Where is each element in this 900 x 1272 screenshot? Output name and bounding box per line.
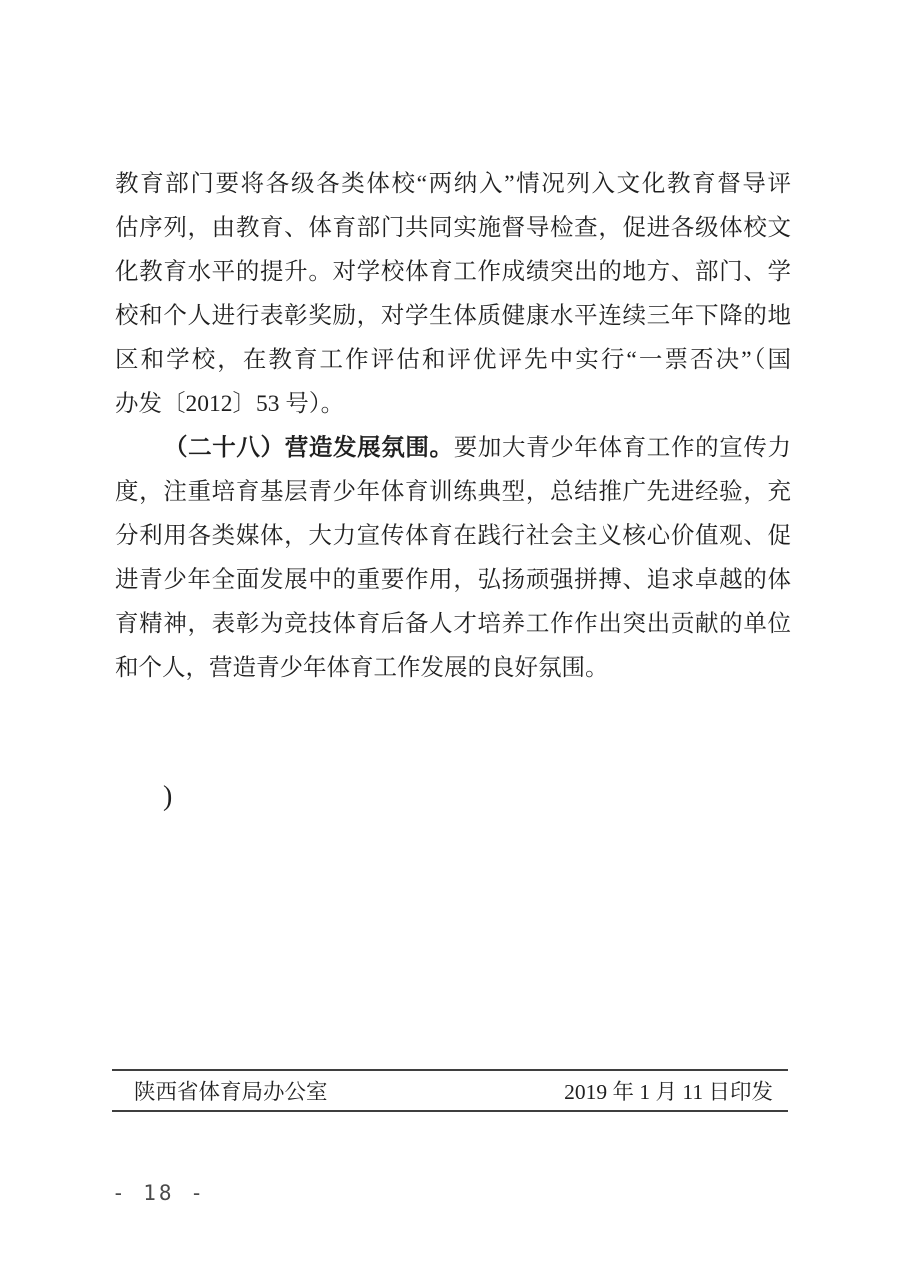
paragraph-lead: （二十八）营造发展氛围。 xyxy=(164,435,454,461)
stray-parenthesis-mark: ) xyxy=(163,781,173,812)
text-line: 教育部门要将各级各类体校“两纳入”情况列入文化教育督导评 xyxy=(115,171,791,197)
text-line: 估序列，由教育、体育部门共同实施督导检查，促进各级体校文 xyxy=(115,215,791,241)
text-line: 区和学校，在教育工作评估和评优评先中实行“一票否决”（国 xyxy=(115,347,791,373)
footer-print-date: 2019 年 1 月 11 日印发 xyxy=(564,1080,773,1104)
text-line: 育精神，表彰为竞技体育后备人才培养工作作出突出贡献的单位 xyxy=(115,611,791,637)
footer-row xyxy=(112,1071,788,1110)
text-line: 校和个人进行表彰奖励，对学生体质健康水平连续三年下降的地 xyxy=(115,303,791,329)
text-line: 化教育水平的提升。对学校体育工作成绩突出的地方、部门、学 xyxy=(115,259,791,285)
document-footer xyxy=(112,1069,788,1112)
footer-bottom-rule xyxy=(112,1110,788,1112)
text-line: 和个人，营造青少年体育工作发展的良好氛围。 xyxy=(115,655,609,681)
text-line: 进青少年全面发展中的重要作用，弘扬顽强拼搏、追求卓越的体 xyxy=(115,567,791,593)
document-body xyxy=(115,162,791,690)
text-line: 办发〔2012〕53 号）。 xyxy=(115,391,345,417)
text-line: 度，注重培育基层青少年体育训练典型，总结推广先进经验，充 xyxy=(115,479,791,505)
text-line: 分利用各类媒体，大力宣传体育在践行社会主义核心价值观、促 xyxy=(115,523,791,549)
page-number: - 18 - xyxy=(112,1181,206,1205)
footer-issuer: 陕西省体育局办公室 xyxy=(134,1080,328,1104)
text-line: （二十八）营造发展氛围。要加大青少年体育工作的宣传力 xyxy=(164,435,791,461)
